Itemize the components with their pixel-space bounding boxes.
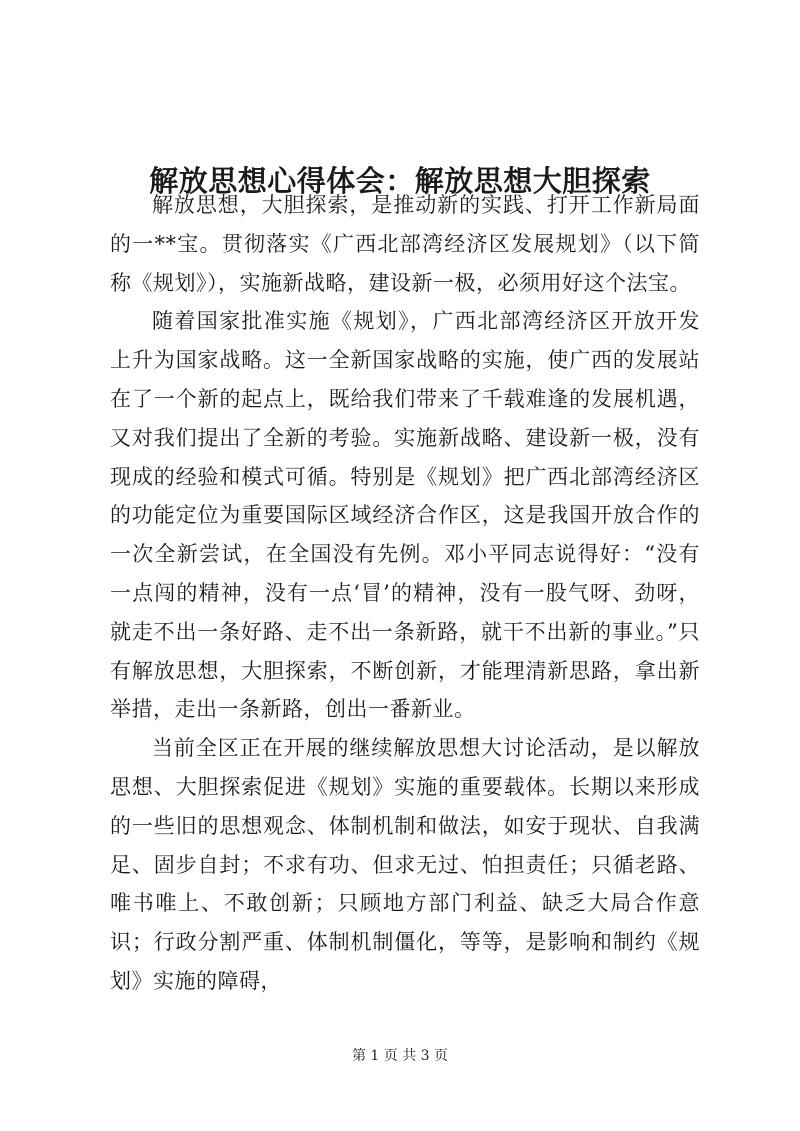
paragraph-1: 解放思想，大胆探索，是推动新的实践、打开工作新局面的一**宝。贯彻落实《广西北部湾经济区发展规划》（以下简称《规划》），实施新战略，建设新一极，必须用好这个法宝。: [110, 193, 700, 295]
paragraph-2: 随着国家批准实施《规划》，广西北部湾经济区开放开发上升为国家战略。这一全新国家战略的实施，使广西的发展站在了一个新的起点上，既给我们带来了千载难逢的发展机遇，又对我们提出了全新的考验。实施新战略、建设新一极，没有现成的经验和模式可循。特别是《规划》把广西北部湾经济区的功能定位为重要国际区域经济合作区，这是我国开放合作的一次全新尝试，在全国没有先例。邓小平同志说得好：“没有一点闯的精神，没有一点‘冒’的精神，没有一股气呀、劲呀，就走不出一条好路、走不出一条新路，就干不出新的事业。”只有解放思想，大胆探索，不断创新，才能理清新思路，拿出新举措，走出一条新路，创出一番新业。: [110, 309, 700, 722]
document-body: [110, 186, 700, 1001]
paragraph-3: 当前全区正在开展的继续解放思想大讨论活动，是以解放思想、大胆探索促进《规划》实施的重要载体。长期以来形成的一些旧的思想观念、体制机制和做法，如安于现状、自我满足、固步自封；不求有功、但求无过、怕担责任；只循老路、唯书唯上、不敢创新；只顾地方部门利益、缺乏大局合作意识；行政分割严重、体制机制僵化，等等，是影响和制约《规划》实施的障碍，: [110, 736, 700, 993]
document-title: 解放思想心得体会：解放思想大胆探索: [149, 164, 651, 199]
page-footer: 第 1 页 共 3 页: [351, 1048, 449, 1064]
